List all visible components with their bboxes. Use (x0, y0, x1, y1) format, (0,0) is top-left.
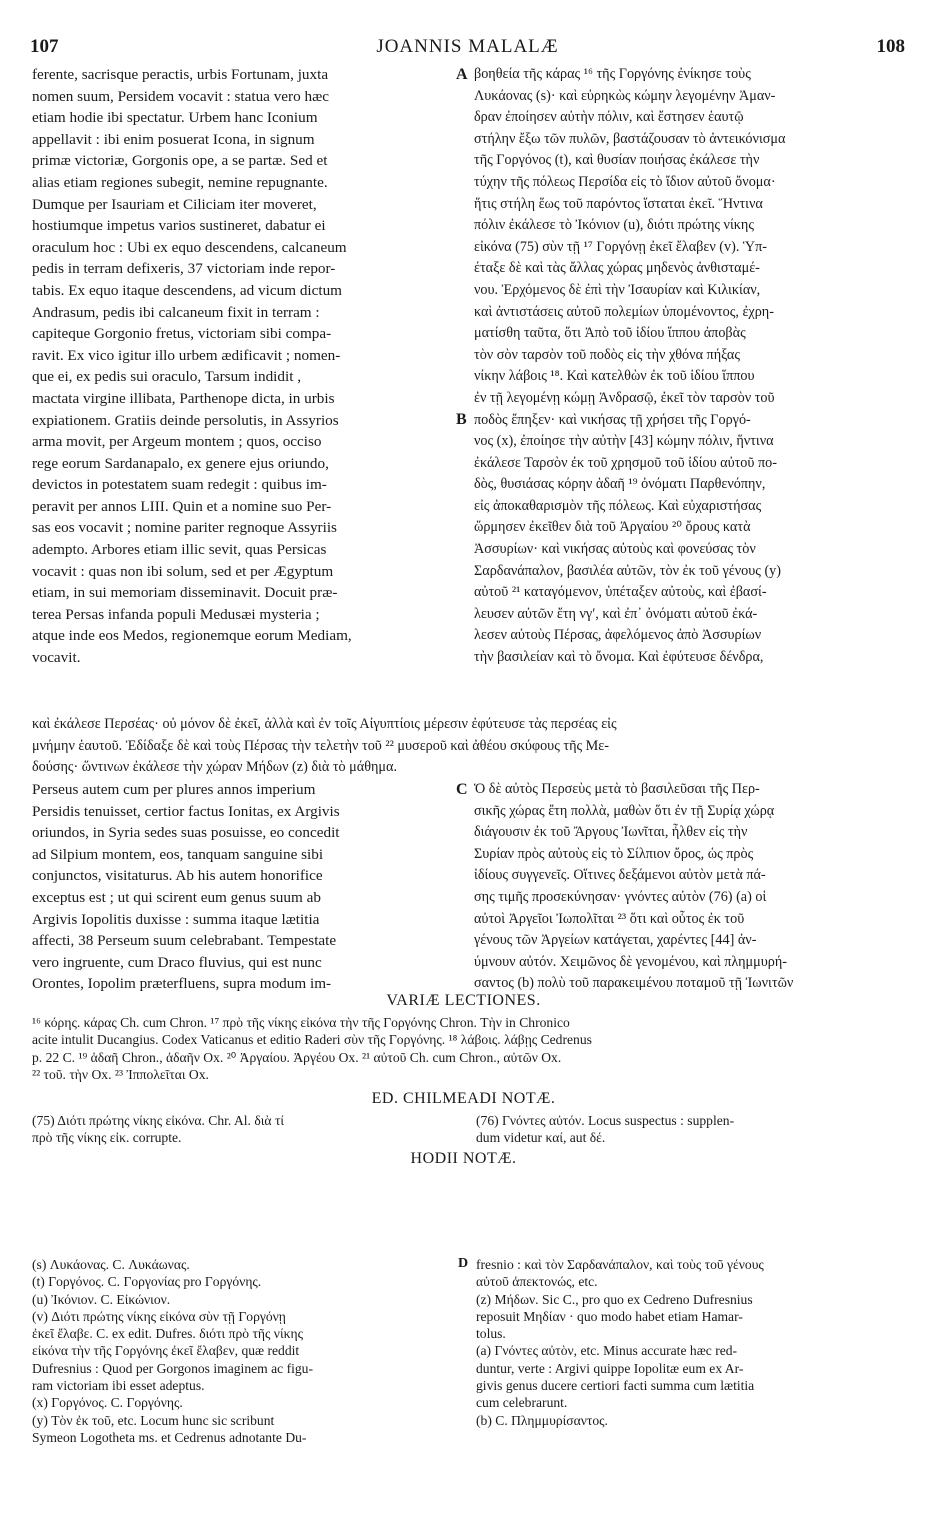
hodii-notes-left (32, 1256, 452, 1446)
margin-letter-b: B (456, 411, 467, 428)
note-line: duntur, verte : Argivi quippe Iopolitæ eum ex Ar- (476, 1360, 744, 1376)
note-line: reposuit Μηδίαν · quo modo habet etiam Hamar- (476, 1308, 743, 1324)
greek-text-line: Συρίαν πρὸς αὐτοὺς εἰς τὸ Σίλπιον ὄρος, ὡς πρὸς (474, 845, 754, 862)
note-line: ram victoriam ibi esset adeptus. (32, 1378, 205, 1394)
latin-text-line: expiationem. Gratiis deinde persolutis, in Assyrios (32, 411, 339, 429)
greek-text-line: δραν ἐποίησεν αὐτὴν πόλιν, καὶ ἔστησεν ἑαυτῷ (474, 109, 744, 126)
note-line: πρὸ τῆς νίκης εἰκ. corrupte. (32, 1130, 182, 1146)
page-number-left: 107 (30, 36, 59, 57)
note-line: εἰκόνα τὴν τῆς Γοργόνης ἐκεῖ ἔλαβεν, quæ reddit (32, 1343, 300, 1359)
greek-text-line: Σαρδανάπαλον, βασιλέα αὐτῶν, τὸν ἐκ τοῦ γένους (y) (474, 562, 781, 579)
greek-text-line: σαντος (b) πολὺ τοῦ παρακειμένου ποταμοῦ τῇ Ἰωνιτῶν (474, 975, 794, 992)
latin-text-line: devictos in potestatem suam redegit : quibus im- (32, 476, 327, 494)
latin-text-line: Orontes, Iopolim præterfluens, supra modum im- (32, 975, 332, 993)
note-line: (75) Διότι πρώτης νίκης εἰκόνα. Chr. Al. διὰ τί (32, 1113, 285, 1128)
greek-text-line: σικῆς χώρας ἔτη πολλὰ, μαθὼν ὅτι ἐν τῇ Συρίᾳ χώρᾳ (474, 802, 775, 819)
greek-text-line: τῆς Γοργόνος (t), καὶ θυσίαν ποιήσας ἐκάλεσε τὴν (474, 152, 760, 169)
latin-text-line: nomen suum, Persidem vocavit : statua vero hæc (32, 87, 329, 105)
latin-text-line: que ei, ex pedis sui oraculo, Tarsum indidit , (32, 368, 302, 386)
note-line: dum videtur καί, aut δέ. (476, 1130, 606, 1146)
latin-text-line: oriundos, in Syria sedes suas posuisse, eo concedit (32, 824, 340, 842)
running-title: JOANNIS MALALÆ (376, 36, 559, 57)
margin-letter-d: D (458, 1256, 469, 1271)
latin-text-line: Perseus autem cum per plures annos imperium (32, 781, 316, 798)
greek-text-line: εἰς ἀποκαθαρισμὸν τῆς πόλεως. Καὶ εὐχαριστήσας (474, 497, 762, 514)
latin-text-line: ad Silpium montem, eos, tanquam sanguine sibi (32, 845, 324, 863)
note-line: tolus. (476, 1326, 506, 1342)
greek-text-line: τὴν βασιλείαν καὶ τὸ ὄνομα. Καὶ ἐφύτευσε δένδρα, (474, 649, 764, 666)
latin-text-line: ravit. Ex vico igitur illo urbem ædificavit ; nomen- (32, 346, 341, 364)
margin-letter-a: A (456, 66, 468, 83)
variant-reading-line: ²² τοῦ. τὴν Ox. ²³ Ἰππολεῖται Ox. (32, 1066, 209, 1082)
greek-text-line: ύμνουν αὐτόν. Χειμῶνος δὲ γενομένου, καὶ πλημμυρή- (474, 953, 788, 970)
latin-text-line: arma movit, per Argeum montem ; quos, occiso (32, 433, 322, 451)
greek-text-line: δὸς, θυσιάσας κόρην ἁδαῆ ¹⁹ ὀνόματι Παρθενόπην, (474, 476, 766, 493)
greek-text-line: νίκην λάβοις ¹⁸. Καὶ κατελθὼν ἐκ τοῦ ἰδίου ἵππου (474, 368, 755, 385)
note-line: ἐκεῖ ἔλαβε. C. ex edit. Dufres. διότι πρὸ τῆς νίκης (32, 1326, 303, 1342)
note-line: (z) Μήδων. Sic C., pro quo ex Cedreno Dufresnius (476, 1291, 753, 1307)
latin-text-line: mactata virgine illibata, Parthenope dicta, in urbis (32, 389, 335, 407)
greek-text-line: στήλην ἔξω τῶν πυλῶν, βαστάζουσαν τὸ ἀντεικόνισμα (474, 130, 786, 147)
latin-text-line: ferente, sacrisque peractis, urbis Fortunam, juxta (32, 66, 329, 83)
greek-text-line: Ἀσσυρίων· καὶ νικήσας αὐτοὺς καὶ φονεύσας τὸν (474, 541, 756, 558)
greek-text-line: έταξε δὲ καὶ τὰς ἄλλας χώρας μηδενὸς ἀνθισταμέ- (474, 260, 760, 277)
greek-text-line: διάγουσιν ἐκ τοῦ Ἄργους Ἰωνῖται, ἦλθεν εἰς τὴν (474, 824, 748, 841)
greek-text-line: ἥτις στήλη ἕως τοῦ παρόντος ἵσταται ἐκεῖ. Ἥντινα (474, 195, 763, 212)
note-line: (t) Γοργόνος. C. Γοργονίας pro Γοργόνης. (32, 1274, 262, 1290)
note-line: (b) C. Πλημμυρίσαντος. (476, 1412, 608, 1428)
greek-text-line: τὸν σὸν ταρσὸν τοῦ ποδὸς εἰς τὴν χθόνα πήξας (474, 346, 740, 363)
greek-text-line: ματίσθη ταῦτα, ὅτι Ἀπὸ τοῦ ἰδίου ἵππου ἀποβὰς (474, 325, 746, 342)
chilmead-notes-heading: ED. CHILMEADI NOTÆ. (371, 1090, 556, 1107)
chilmead-notes-right (476, 1112, 896, 1147)
greek-text-line: λεσεν αὐτοὺς Πέρσας, ἀφελόμενος ἀπὸ Ἀσσυρίων (474, 627, 762, 644)
greek-text-line: νος (x), ἐποίησε τὴν αὐτὴν [43] κώμην πόλιν, ἥντινα (474, 433, 774, 450)
greek-full-width-lines (32, 714, 894, 779)
margin-letter-c: C (456, 781, 468, 798)
latin-text-line: peravit per annos LIII. Quin et a nomine suo Per- (32, 497, 332, 515)
greek-text-line: Ὁ δὲ αὐτὸς Περσεὺς μετὰ τὸ βασιλεῦσαι τῆς Περ- (474, 781, 760, 797)
greek-text-line: ἐν τῇ λεγομένῃ κώμῃ Ἀνδρασῷ, ἐκεῖ τὸν ταρσὸν τοῦ (474, 389, 775, 406)
greek-text-line: καὶ ἀντιστάσεις αὐτοῦ πολεμίων ὑπομένοντος, ἐχρη- (474, 303, 774, 320)
latin-text-line: exceptus est ; ut qui scirent eum genus suum ab (32, 888, 321, 906)
latin-text-line: pedis in terram defixeris, 37 victoriam inde repor- (32, 260, 336, 278)
greek-text-line: Λυκάονας (s)· καὶ εὑρηκὼς κώμην λεγομένην Ἀμαν- (474, 87, 776, 104)
greek-text-line: πόλιν ἐκάλεσε τὸ Ἰκόνιον (u), διότι πρώτης νίκης (474, 217, 754, 234)
latin-text-line: Persidis tenuisset, certior factus Ionitas, ex Argivis (32, 802, 340, 820)
greek-text-line: ποδὸς ἔπηξεν· καὶ νικήσας τῇ χρήσει τῆς Γοργό- (474, 411, 751, 428)
note-line: givis genus ducere certiori facti summa cum lætitia (476, 1378, 755, 1394)
greek-text-line: καὶ ἐκάλεσε Περσέας· οὐ μόνον δὲ ἐκεῖ, ἀλλὰ καὶ ἐν τοῖς Αἰγυπτίοις μέρεσιν ἐφύτευσε τὰς περσέας εἰς (32, 716, 617, 732)
latin-text-line: hostiumque impetus varios sustineret, dabatur ei (32, 217, 326, 235)
latin-text-line: alias etiam regiones subegit, nemine repugnante. (32, 173, 328, 191)
note-line: (v) Διότι πρώτης νίκης εἰκόνα σὺν τῇ Γοργόνῃ (32, 1308, 286, 1324)
latin-text-line: sas eos vocavit ; nomine pariter regnoque Assyriis (32, 519, 337, 537)
note-line: (s) Λυκάονας. C. Λυκάωνας. (32, 1257, 190, 1272)
latin-text-line: tabis. Ex equo itaque descendens, ad vicum dictum (32, 281, 342, 299)
greek-text-line: τύχην τῆς πόλεως Περσίδα εἰς τὸ ἴδιον αὐτοῦ ὄνομα· (474, 173, 776, 190)
latin-text-line: vero ingruente, cum Draco fluvius, qui est nunc (32, 953, 322, 971)
note-line: (y) Τὸν ἐκ τοῦ, etc. Locum hunc sic scribunt (32, 1412, 275, 1428)
latin-column-upper (32, 64, 452, 669)
hodii-notes-heading: HODII NOTÆ. (410, 1150, 517, 1167)
variant-reading-line: ¹⁶ κόρης. κάρας Ch. cum Chron. ¹⁷ πρὸ τῆς νίκης εἰκόνα τὴν τῆς Γοργόνης Chron. Τὴν in Chronico (32, 1015, 570, 1030)
latin-text-line: vocavit : quas non ibi solum, sed et per Ægyptum (32, 562, 334, 580)
latin-text-line: vocavit. (32, 649, 81, 667)
variant-reading-line: p. 22 C. ¹⁹ ἁδαῆ Chron., ἀδαῆν Ox. ²⁰ Ἀργαίου. Ἀργέου Ox. ²¹ αὐτοῦ Ch. cum Chron., αὐτῶν Ox. (32, 1049, 562, 1065)
note-line: Dufresnius : Quod per Gorgonos imaginem ac figu- (32, 1360, 314, 1376)
latin-text-line: Argivis Iopolitis duxisse : summa itaque lætitia (32, 910, 320, 928)
greek-text-line: νου. Ἐρχόμενος δὲ ἐπὶ τὴν Ἰσαυρίαν καὶ Κιλικίαν, (474, 281, 761, 298)
latin-text-line: capiteque Gorgonio fretus, victoriam sibi compa- (32, 325, 332, 343)
hodii-notes-right (476, 1256, 896, 1429)
greek-text-line: αὐτοῦ ²¹ καταγόμενον, ὑπέταξεν αὐτοὺς, καὶ ἐβασί- (474, 584, 767, 601)
note-line: (a) Γνόντες αὐτὸν, etc. Minus accurate hæc red- (476, 1343, 738, 1359)
latin-text-line: primæ victoriæ, Gorgonis ope, a se partæ. Sed et (32, 152, 328, 170)
note-line: αὐτοῦ ἀπεκτονώς, etc. (476, 1274, 598, 1290)
latin-text-line: atque inde eos Medos, regionemque eorum Mediam, (32, 627, 352, 645)
latin-text-line: Andrasum, pedis ibi calcaneum fixit in terram : (32, 303, 320, 321)
greek-column-lower (474, 779, 894, 995)
variae-lectiones-notes (32, 1014, 894, 1083)
note-line: Symeon Logotheta ms. et Cedrenus adnotante Du- (32, 1429, 307, 1445)
greek-column-upper (474, 64, 894, 669)
chilmead-notes-left (32, 1112, 452, 1147)
greek-text-line: ὥρμησεν ἐκεῖθεν διὰ τοῦ Ἀργαίου ²⁰ ὄρους κατὰ (474, 519, 751, 536)
greek-text-line: μνήμην ἑαυτοῦ. Ἐδίδαξε δὲ καὶ τοὺς Πέρσας τὴν τελετὴν τοῦ ²² μυσεροῦ καὶ ἀθέου σκύφους τῆς Με- (32, 737, 609, 754)
note-line: (u) Ἰκόνιον. C. Εἰκώνιον. (32, 1291, 171, 1307)
running-header (30, 36, 905, 60)
variae-lectiones-heading: VARIÆ LECTIONES. (386, 992, 541, 1009)
greek-text-line: δούσης· ὥντινων ἐκάλεσε τὴν χώραν Μήδων (z) διὰ τὸ μάθημα. (32, 759, 398, 776)
latin-text-line: affecti, 38 Perseum suum celebrabant. Tempestate (32, 932, 337, 950)
variant-reading-line: acite intulit Ducangius. Codex Vaticanus et editio Raderi σὺν τῆς Γοργόνης. ¹⁸ λάβοις. λάβῃς Cedrenus (32, 1032, 592, 1048)
greek-text-line: ἰδίους συγγενεῖς. Οἵτινες δεξάμενοι αὐτὸν μετὰ πά- (474, 867, 766, 884)
note-line: (x) Γοργόνος. C. Γοργόνης. (32, 1395, 183, 1411)
latin-text-line: terea Persas infanda populi Medusæi mysteria ; (32, 605, 320, 623)
greek-text-line: σης τιμῆς προσεκύνησαν· γνόντες αὐτὸν (76) (a) οἱ (474, 888, 767, 905)
note-line: (76) Γνόντες αὐτόν. Locus suspectus : supplen- (476, 1113, 735, 1128)
greek-text-line: γένους τῶν Ἀργείων κατάγεται, χαρέντες [44] ἀν- (474, 932, 757, 949)
latin-text-line: adempto. Arbores etiam illic sevit, quas Persicas (32, 541, 327, 559)
latin-text-line: etiam, in sui memoriam disseminavit. Docuit præ- (32, 584, 338, 602)
latin-column-lower (32, 779, 452, 995)
note-line: cum celebrarunt. (476, 1395, 568, 1411)
greek-text-line: εἰκόνα (75) σὺν τῇ ¹⁷ Γοργόνῃ ἐκεῖ ἔλαβεν (v). Ὑπ- (474, 238, 768, 255)
greek-text-line: ἐκάλεσε Ταρσὸν ἐκ τοῦ χρησμοῦ τοῦ ἰδίου αὐτοῦ πο- (474, 454, 777, 471)
greek-text-line: λευσεν αὐτῶν ἔτη νγʹ, καὶ ἐπ᾽ ὀνόματι αὐτοῦ ἐκά- (474, 605, 758, 622)
latin-text-line: Dumque per Isauriam et Ciliciam iter moveret, (32, 195, 317, 213)
latin-text-line: appellavit : ibi enim posuerat Icona, in signum (32, 130, 315, 148)
latin-text-line: oraculum hoc : Ubi ex equo descendens, calcaneum (32, 238, 347, 256)
latin-text-line: conjunctos, visitaturus. Ab his autem honorifice (32, 867, 323, 885)
greek-text-line: αὐτοὶ Ἀργεῖοι Ἰωπολῖται ²³ ὅτι καὶ οὗτος ἐκ τοῦ (474, 910, 745, 927)
greek-text-line: βοηθεία τῆς κάρας ¹⁶ τῆς Γοργόνης ἐνίκησε τοὺς (474, 66, 751, 82)
note-line: fresnio : καὶ τὸν Σαρδανάπαλον, καὶ τοὺς τοῦ γένους (476, 1257, 764, 1272)
page-number-right: 108 (876, 36, 905, 57)
latin-text-line: etiam hodie ibi spectatur. Urbem hanc Iconium (32, 109, 318, 127)
latin-text-line: rege eorum Sardanapalo, ex genere ejus oriundo, (32, 454, 329, 472)
